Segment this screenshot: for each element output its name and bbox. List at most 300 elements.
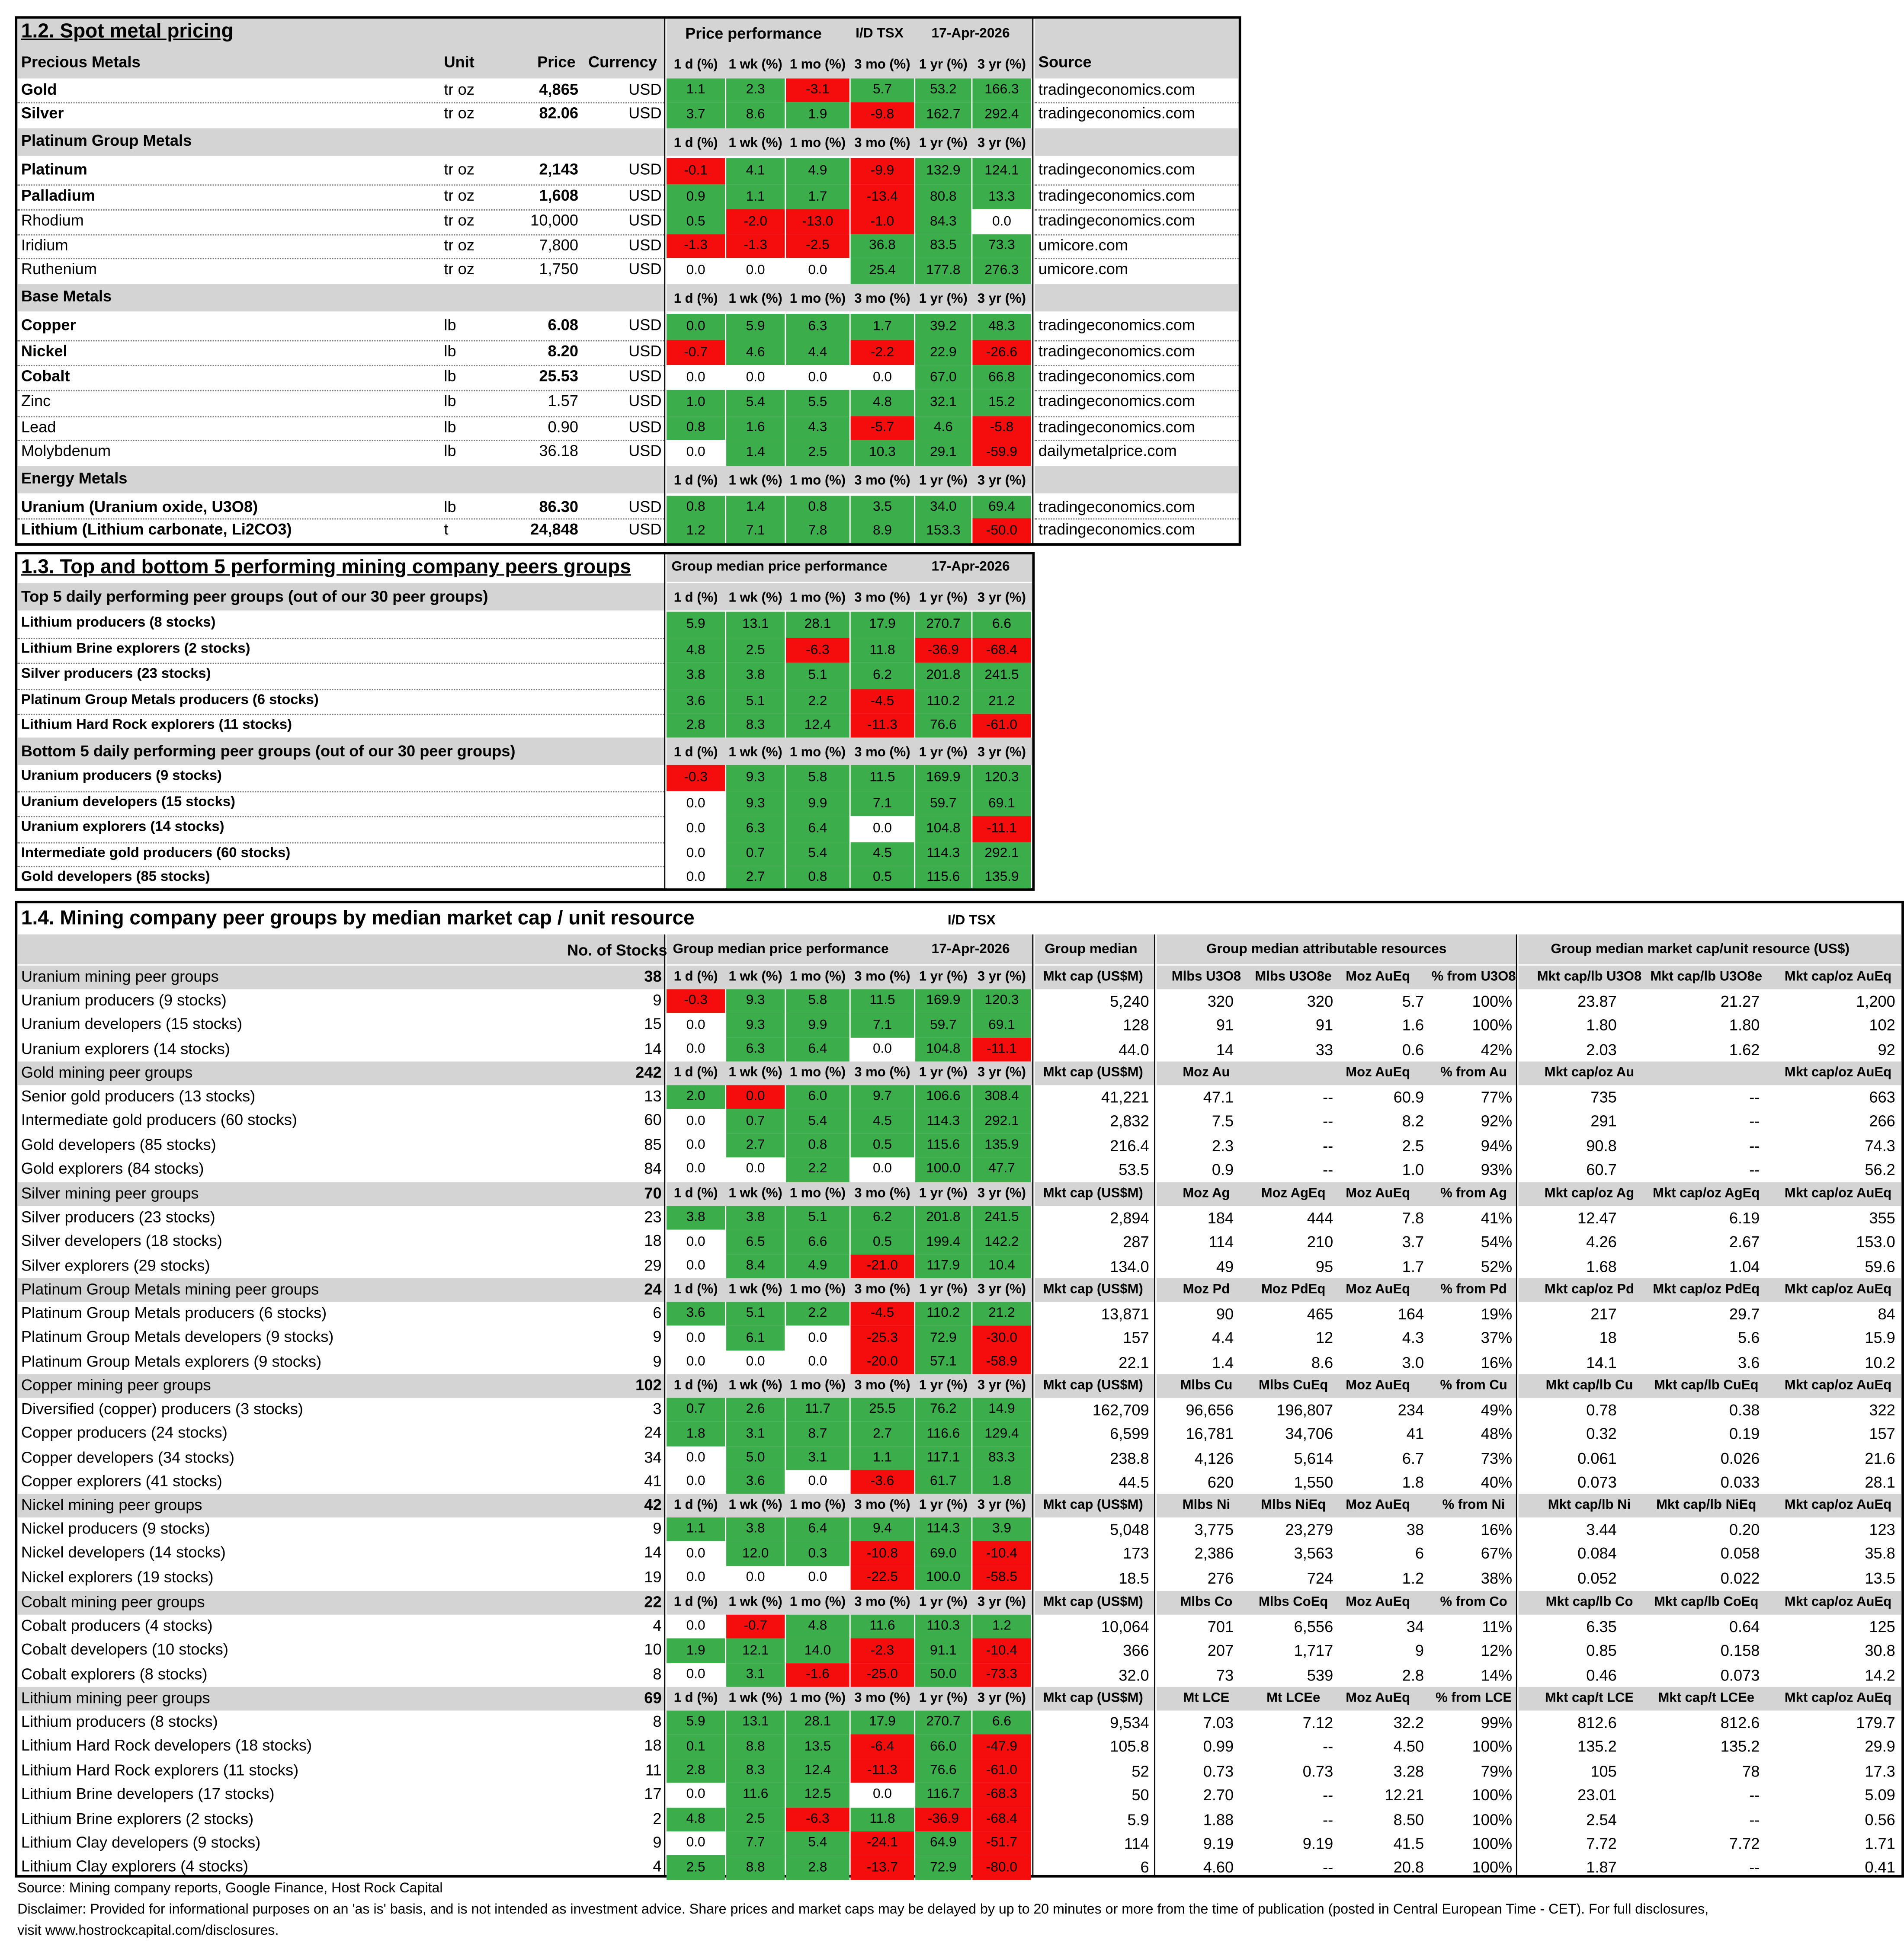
metal-currency: USD [628,316,662,334]
perf-column-header: 1 yr (%) [919,1185,968,1201]
metric-value: 355 [1869,1210,1895,1227]
metal-price: 82.06 [539,105,578,122]
perf-cell: 0.3 [786,1542,849,1566]
metric-value: -- [1749,1137,1760,1155]
group-name: Base Metals [21,288,112,305]
perf-cell: 11.5 [851,765,914,791]
perf-cell: 2.2 [786,1302,849,1326]
perf-cell: 106.6 [915,1085,971,1109]
metric-value: -- [1323,1786,1333,1805]
metric-column-header: Mt LCE [1183,1690,1230,1705]
perf-cell: 292.4 [972,102,1031,128]
perf-cell: 12.4 [786,714,849,738]
perf-cell: 7.1 [851,1013,914,1037]
metal-unit: lb [444,498,456,516]
metric-column-header: % from Ni [1442,1497,1505,1512]
perf-cell: 1.1 [726,184,785,209]
metric-value: 20.8 [1393,1859,1424,1877]
metric-value: 812.6 [1577,1714,1617,1732]
peer-row-name: Copper producers (24 stocks) [21,1424,228,1442]
metal-currency: USD [628,498,662,516]
perf-cell: 114.3 [915,1109,971,1133]
perf-column-header: 3 mo (%) [854,1690,910,1705]
perf-cell: 3.1 [726,1663,785,1687]
metric-value: -- [1323,1859,1333,1877]
perf-cell: -11.3 [851,1759,914,1783]
perf-cell: -50.0 [972,518,1031,543]
perf-cell: -2.5 [786,234,849,258]
metric-column-header: % from Cu [1440,1377,1507,1392]
metric-value: 93% [1481,1161,1513,1179]
metric-value: 73 [1216,1667,1234,1684]
metric-value: 28.1 [1865,1474,1895,1492]
perf-column-header: 1 yr (%) [919,291,968,306]
perf-cell: 5.1 [786,663,849,689]
perf-cell: 2.8 [667,1759,725,1783]
perf-cell: 69.4 [972,496,1031,519]
metric-value: 1.6 [1402,1017,1424,1035]
perf-cell: 6.3 [786,314,849,340]
perf-column-header: 1 yr (%) [919,1690,968,1705]
perf-cell: 11.5 [851,989,914,1014]
peer-group-count: 42 [644,1496,662,1514]
perf-cell: 48.3 [972,314,1031,340]
perf-cell: 0.0 [667,866,725,888]
perf-column-header: 3 mo (%) [854,1594,910,1610]
metal-name: Copper [21,316,76,334]
perf-cell: 3.9 [972,1517,1031,1542]
peer-group-name: Uranium producers (9 stocks) [21,768,222,784]
metric-value: 5,240 [1110,993,1149,1011]
row-divider [1035,234,1239,236]
perf-cell: 3.8 [726,1517,785,1542]
perf-cell: 61.7 [915,1470,971,1495]
perf-column-header: 3 mo (%) [854,135,910,150]
perf-cell: -22.5 [851,1566,914,1590]
perf-cell: 9.9 [786,791,849,816]
metal-currency: USD [628,237,662,254]
perf-column-header: 1 yr (%) [919,57,968,72]
perf-cell: 11.6 [851,1615,914,1639]
peer-row-name: Copper developers (34 stocks) [21,1449,234,1466]
perf-cell: 36.8 [851,234,914,258]
metal-price: 1,608 [539,187,578,205]
metal-name: Cobalt [21,367,70,385]
perf-cell: 0.0 [786,365,849,390]
metric-value: 184 [1207,1210,1234,1227]
perf-cell: 0.0 [786,258,849,284]
metric-value: 37% [1481,1330,1513,1347]
metal-name: Gold [21,81,57,99]
perf-cell: 135.9 [972,866,1031,888]
perf-cell: -2.3 [851,1639,914,1663]
metal-price: 25.53 [539,367,578,385]
peer-row-count: 10 [644,1641,662,1659]
metric-value: 3,775 [1194,1521,1234,1539]
perf-cell: -30.0 [972,1326,1031,1351]
perf-column-header: 3 yr (%) [977,1065,1026,1080]
metric-value: -- [1323,1738,1333,1756]
metal-name: Rhodium [21,211,84,230]
perf-cell: 5.5 [786,390,849,416]
metric-value: 0.158 [1720,1642,1760,1660]
perf-cell: 162.7 [915,102,971,128]
metal-unit: tr oz [444,211,474,230]
metric-column-header: Mlbs CuEq [1258,1377,1328,1392]
peer-group-name: Silver producers (23 stocks) [21,666,211,682]
metric-column-header: Mkt cap/oz AgEq [1653,1185,1760,1201]
metric-value: 96,656 [1186,1402,1234,1419]
group-header-band [17,284,664,311]
metric-value: 47.1 [1203,1088,1234,1107]
perf-cell: 270.7 [915,612,971,638]
perf-cell: 114.3 [915,1517,971,1542]
metric-value: 14.1 [1586,1354,1617,1372]
metric-value: 2.3 [1212,1137,1234,1155]
metal-name: Iridium [21,237,68,254]
metal-unit: lb [444,316,456,334]
perf-cell: 3.6 [667,689,725,714]
perf-cell: -1.0 [851,209,914,234]
metal-price: 1.57 [548,392,578,410]
metric-column-header: Moz AuEq [1346,1594,1410,1610]
metal-currency: USD [628,342,662,360]
metal-unit: lb [444,442,456,460]
metric-value: 287 [1123,1234,1149,1251]
spot-perf-header: Price performance [685,25,822,42]
row-divider [1035,258,1239,259]
metric-value: 73% [1481,1450,1513,1468]
metric-value: 0.022 [1720,1569,1760,1587]
perf-cell: 0.0 [667,1566,725,1590]
perf-cell: -11.1 [972,1037,1031,1062]
peer-row-name: Silver explorers (29 stocks) [21,1257,210,1274]
perf-column-header: 1 d (%) [673,291,718,306]
metric-value: 0.99 [1203,1738,1234,1756]
metal-name: Zinc [21,392,51,410]
perf-cell: 117.9 [915,1255,971,1279]
perf-cell: 4.5 [851,842,914,866]
metric-value: 100% [1472,1835,1513,1853]
perf-cell: 2.5 [726,638,785,663]
peer-row-count: 14 [644,1040,662,1058]
metric-value: 14% [1481,1667,1513,1684]
metric-value: 79% [1481,1763,1513,1780]
perf-cell: -68.3 [972,1783,1031,1807]
metric-value: 100% [1472,1017,1513,1035]
row-divider [17,340,664,342]
metric-value: 6 [1140,1859,1149,1877]
metric-value: 123 [1869,1521,1895,1539]
peer-idtsx-header: I/D TSX [947,913,996,928]
perf-cell: -13.4 [851,184,914,209]
perf-column-header: 1 mo (%) [789,744,846,760]
metric-value: 2,894 [1110,1210,1149,1227]
peer-row-count: 9 [653,992,662,1009]
metric-value: 1.8 [1402,1474,1424,1492]
metric-value: 99% [1481,1714,1513,1732]
perf-cell: -6.3 [786,1807,849,1831]
perf-cell: 5.9 [667,1711,725,1735]
metric-column-header: Mkt cap (US$M) [1043,1281,1143,1296]
metric-value: 60.9 [1393,1088,1424,1107]
metric-value: 3,563 [1294,1545,1333,1563]
col-source-header: Source [1038,53,1092,71]
perf-cell: 0.0 [726,1158,785,1182]
metric-value: 9.19 [1203,1835,1234,1853]
peer-row-count: 41 [644,1472,662,1491]
metric-value: 0.20 [1729,1521,1760,1539]
metric-value: 7.03 [1203,1714,1234,1732]
group-name: Energy Metals [21,470,128,487]
metric-column-header: Moz AuEq [1346,1281,1410,1296]
metric-value: 0.033 [1720,1474,1760,1492]
perf-cell: 142.2 [972,1230,1031,1255]
perf-cell: 1.8 [667,1422,725,1446]
perf-cell: 10.3 [851,440,914,466]
perf-cell: 0.0 [726,1566,785,1590]
perf-cell: 124.1 [972,158,1031,185]
perf-column-header: 1 mo (%) [789,473,846,488]
perf-cell: 0.7 [726,842,785,866]
peer-row-name: Lithium Brine developers (17 stocks) [21,1786,275,1803]
peer-date-header: 17-Apr-2026 [931,942,1010,957]
perf-cell: -3.6 [851,1470,914,1495]
metal-price: 7,800 [539,237,578,254]
perf-cell: -4.5 [851,689,914,714]
perf-cell: -80.0 [972,1856,1031,1880]
metric-value: -- [1323,1811,1333,1829]
perf-column-header: 1 d (%) [673,57,718,72]
perf-cell: 66.8 [972,365,1031,390]
metric-value: 0.058 [1720,1545,1760,1563]
perf-cell: 6.2 [851,1206,914,1230]
metric-column-header: Moz AuEq [1346,1065,1410,1080]
perf-cell: 0.0 [667,1158,725,1182]
perf-cell: 21.2 [972,689,1031,714]
metric-value: 9.19 [1302,1835,1333,1853]
metric-value: 13.5 [1865,1569,1895,1587]
peer-group-name: Lithium Brine explorers (2 stocks) [21,641,250,657]
metric-value: 84 [1878,1306,1895,1323]
perf-cell: 0.8 [667,416,725,440]
metric-value: 0.73 [1203,1763,1234,1780]
perf-cell: 64.9 [915,1831,971,1856]
metric-value: 4.3 [1402,1330,1424,1347]
row-divider [17,638,664,639]
perf-column-header: 1 yr (%) [919,590,968,605]
metric-value: 539 [1307,1667,1333,1684]
perf-cell: 2.8 [786,1856,849,1880]
metric-column-header: Mkt cap/lb Cu [1545,1377,1633,1392]
perf-column-header: 1 d (%) [673,1065,718,1080]
metric-value: -- [1749,1811,1760,1829]
metric-value: 6.35 [1586,1618,1617,1636]
perf-cell: 201.8 [915,663,971,689]
perf-cell: 12.5 [786,1783,849,1807]
perf-column-header: 3 yr (%) [977,1377,1026,1392]
perf-cell: 2.5 [726,1807,785,1831]
metal-unit: lb [444,342,456,360]
perf-cell: 72.9 [915,1856,971,1880]
spot-date-header: 17-Apr-2026 [931,26,1010,42]
peer-row-count: 60 [644,1111,662,1130]
metric-value: 276 [1207,1569,1234,1587]
perf-cell: 1.9 [667,1639,725,1663]
perf-column-header: 3 yr (%) [977,473,1026,488]
metric-value: 54% [1481,1234,1513,1251]
perf-cell: -58.5 [972,1566,1031,1590]
perf-cell: -4.5 [851,1302,914,1326]
perf-cell: 1.1 [667,79,725,102]
perf-cell: 0.8 [786,496,849,519]
metric-value: 23.87 [1577,993,1617,1011]
perf-cell: 4.9 [786,158,849,185]
peer-row-count: 18 [644,1737,662,1755]
peer-row-name: Cobalt developers (10 stocks) [21,1641,228,1659]
perf-cell: 0.7 [667,1398,725,1422]
perf-cell: 17.9 [851,612,914,638]
perf-cell: 84.3 [915,209,971,234]
metric-value: 105.8 [1110,1738,1149,1756]
perf-cell: -47.9 [972,1735,1031,1759]
metric-value: -- [1749,1786,1760,1805]
metric-value: 100% [1472,1811,1513,1829]
metric-value: 29.9 [1865,1738,1895,1756]
metric-value: 3.28 [1393,1763,1424,1780]
perf-cell: -0.7 [667,340,725,365]
perf-cell: 104.8 [915,816,971,842]
metal-price: 36.18 [539,442,578,460]
perf-column-header: 3 yr (%) [977,1497,1026,1512]
perf-cell: 8.6 [726,102,785,128]
metric-value: 38% [1481,1569,1513,1587]
metal-currency: USD [628,187,662,205]
metric-value: 13,871 [1101,1306,1149,1323]
perf-cell: 0.0 [667,1831,725,1856]
perf-column-header: 1 mo (%) [789,1281,846,1296]
metric-value: 2.03 [1586,1041,1617,1059]
perf-column-header: 1 mo (%) [789,1690,846,1705]
peer-title: 1.4. Mining company peer groups by median market cap / unit resource [21,908,695,930]
metric-value: 291 [1590,1113,1617,1131]
metric-value: 4.4 [1212,1330,1234,1347]
perf-cell: 0.5 [851,1133,914,1158]
metric-value: 210 [1307,1234,1333,1251]
perf-cell: 8.3 [726,714,785,738]
peer-row-name: Diversified (copper) producers (3 stocks) [21,1400,303,1418]
perf-cell: 91.1 [915,1639,971,1663]
row-divider [17,714,664,715]
perf-cell: 5.1 [726,689,785,714]
perf-cell: 5.4 [786,1109,849,1133]
peer-row-count: 15 [644,1016,662,1034]
metal-currency: USD [628,392,662,410]
metric-value: 6.19 [1729,1210,1760,1227]
metric-value: 60.7 [1586,1161,1617,1179]
topbottom-perf-header: Group median price performance [671,559,888,575]
peer-group-title: Nickel mining peer groups [21,1496,202,1514]
perf-cell: 39.2 [915,314,971,340]
perf-cell: -36.9 [915,638,971,663]
metric-column-header: Mkt cap (US$M) [1043,1065,1143,1080]
perf-cell: 115.6 [915,1133,971,1158]
metric-value: 19% [1481,1306,1513,1323]
perf-cell: -10.4 [972,1639,1031,1663]
perf-cell: 10.4 [972,1255,1031,1279]
perf-cell: 7.1 [726,518,785,543]
metric-value: 157 [1869,1425,1895,1443]
metric-value: 196,807 [1276,1402,1333,1419]
perf-column-header: 1 wk (%) [728,744,782,760]
perf-cell: 6.4 [786,816,849,842]
perf-cell: 115.6 [915,866,971,888]
peer-row-name: Gold explorers (84 stocks) [21,1160,204,1178]
row-divider [17,689,664,690]
metric-column-header: Moz PdEq [1261,1281,1326,1296]
perf-cell: 3.6 [726,1470,785,1495]
metal-source: tradingeconomics.com [1038,211,1196,230]
metric-value: 32.2 [1393,1714,1424,1732]
perf-cell: -0.3 [667,989,725,1014]
perf-cell: 7.1 [851,791,914,816]
peer-group-median-header: Group median [1045,942,1138,957]
metal-unit: tr oz [444,160,474,178]
metric-column-header: Mkt cap/oz AuEq [1784,1594,1892,1610]
perf-cell: -1.3 [726,234,785,258]
perf-column-header: 1 d (%) [673,473,718,488]
metric-value: 44.5 [1119,1474,1149,1492]
metric-value: 56.2 [1865,1161,1895,1179]
peer-row-name: Lithium Clay explorers (4 stocks) [21,1858,249,1876]
metric-value: 0.73 [1302,1763,1333,1780]
perf-cell: 2.7 [726,1133,785,1158]
metric-column-header: Mkt cap (US$M) [1043,1377,1143,1392]
perf-cell: -73.3 [972,1663,1031,1687]
metric-value: 1.80 [1729,1017,1760,1035]
metric-value: 6,556 [1294,1618,1333,1636]
perf-cell: 25.4 [851,258,914,284]
metric-value: 23.01 [1577,1786,1617,1805]
metric-column-header: Mkt cap/oz AuEq [1784,1497,1892,1512]
metal-price: 24,848 [530,521,578,538]
metric-value: 0.38 [1729,1402,1760,1419]
perf-cell: 2.6 [726,1398,785,1422]
perf-cell: -10.4 [972,1542,1031,1566]
metric-value: 41.5 [1393,1835,1424,1853]
perf-column-header: 3 mo (%) [854,473,910,488]
perf-cell: 3.1 [786,1446,849,1470]
row-divider [1035,365,1239,366]
metric-column-header: Mkt cap/oz Ag [1544,1185,1635,1201]
perf-cell: 73.3 [972,234,1031,258]
col-unit-header: Unit [444,53,474,71]
peer-row-count: 85 [644,1136,662,1154]
perf-cell: 8.4 [726,1255,785,1279]
peer-row-name: Platinum Group Metals developers (9 stocks) [21,1328,334,1346]
perf-cell: 11.8 [851,638,914,663]
perf-cell: 76.2 [915,1398,971,1422]
perf-cell: 241.5 [972,1206,1031,1230]
perf-column-header: 1 yr (%) [919,473,968,488]
perf-cell: 0.0 [726,365,785,390]
metric-value: 16,781 [1186,1425,1234,1443]
perf-column-header: 3 mo (%) [854,1377,910,1392]
perf-cell: 129.4 [972,1422,1031,1446]
metal-unit: tr oz [444,187,474,205]
perf-column-header: 1 wk (%) [728,1281,782,1296]
peer-row-count: 19 [644,1568,662,1586]
